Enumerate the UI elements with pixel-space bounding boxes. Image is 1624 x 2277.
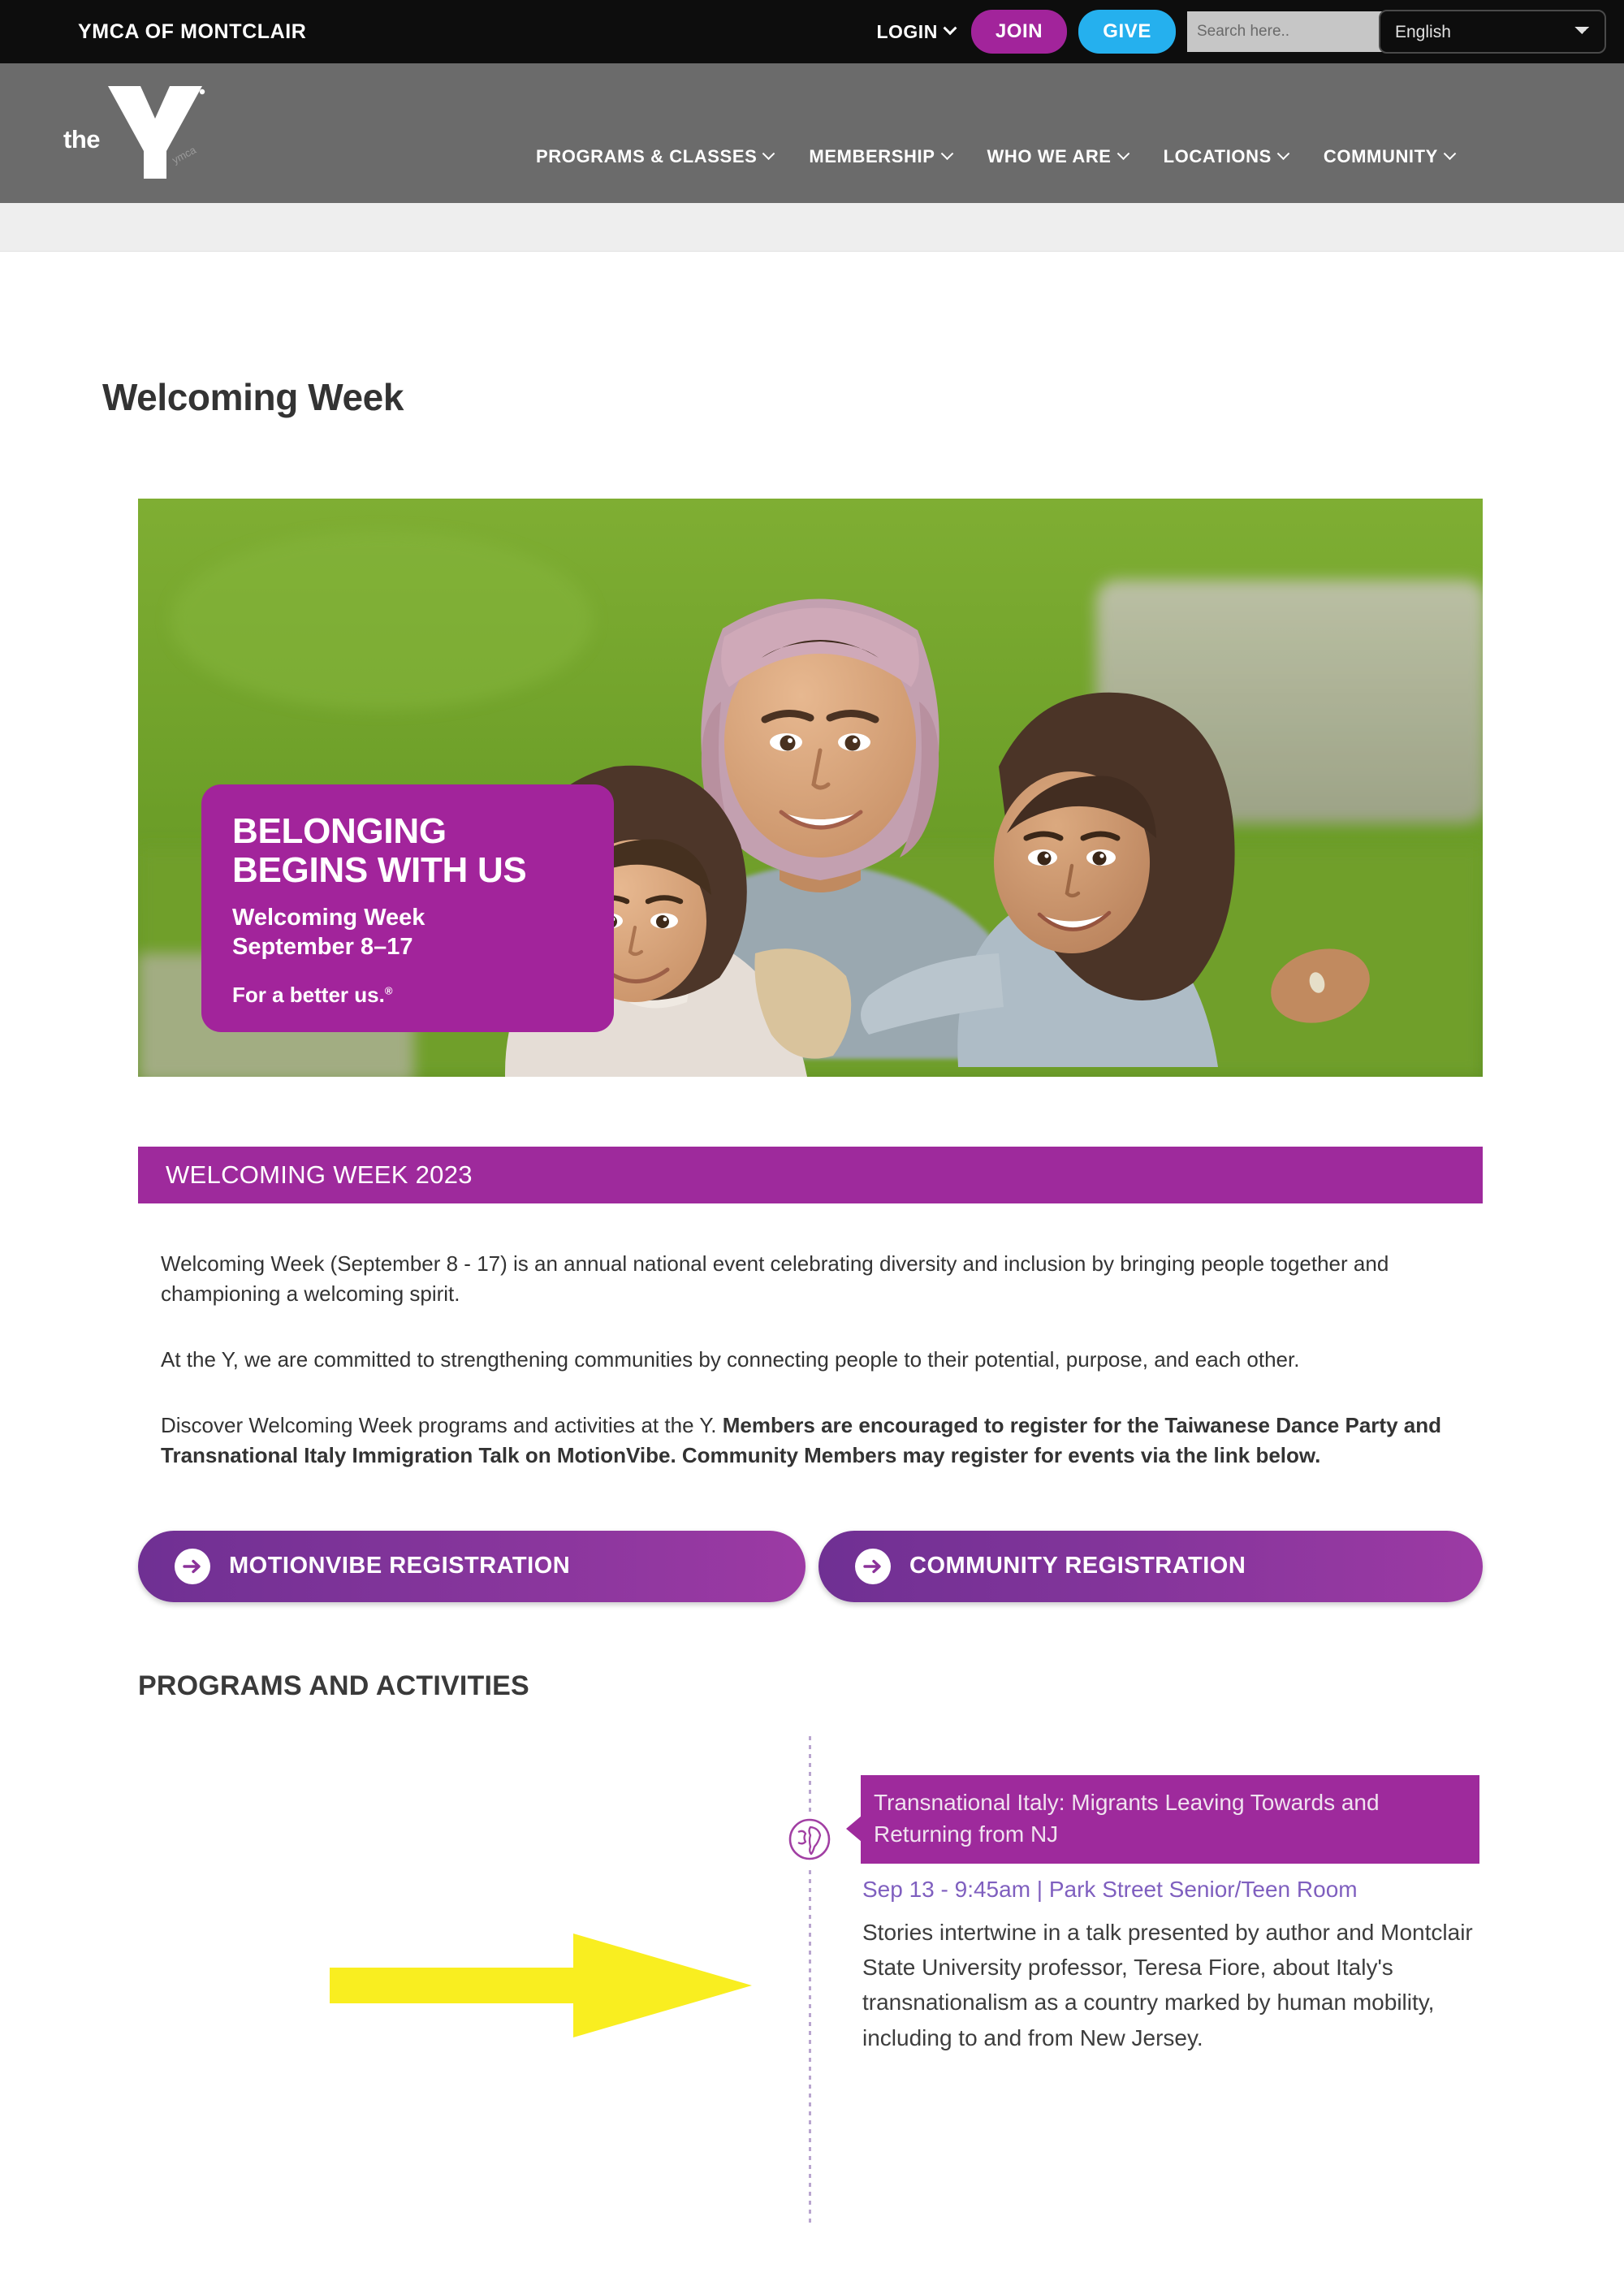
motionvibe-registration-button[interactable]	[138, 1531, 806, 1602]
community-registration-label: COMMUNITY REGISTRATION	[909, 1553, 1246, 1579]
programs-timeline	[0, 1736, 1624, 2223]
programs-heading: PROGRAMS AND ACTIVITIES	[138, 1670, 529, 1701]
nav-item-programs-classes[interactable]	[536, 146, 773, 167]
paragraph-2: At the Y, we are committed to strengthening communities by connecting people to their potential, purpose, and each other.	[161, 1346, 1300, 1372]
nav-label: LOCATIONS	[1163, 146, 1272, 166]
nav-item-locations[interactable]	[1164, 146, 1288, 167]
page-content	[0, 375, 1624, 2223]
top-utility-bar	[0, 0, 1624, 63]
nav-label: WHO WE ARE	[987, 146, 1112, 166]
timeline-marker-globe	[784, 1813, 836, 1865]
login-menu[interactable]	[876, 21, 954, 43]
nav-label: PROGRAMS & CLASSES	[536, 146, 758, 166]
timeline-dotted-line	[809, 1736, 811, 2223]
chevron-down-icon	[1277, 147, 1290, 160]
event-description: Stories intertwine in a talk presented by author and Montclair State University professor, Teresa Fiore, about Italy's transnationalism as a country marked by human mobility, including to and from New Jersey.	[862, 1919, 1473, 2050]
topbar-right-group	[876, 0, 1606, 63]
join-button[interactable]: JOIN	[971, 10, 1067, 54]
nav-item-community[interactable]	[1324, 146, 1454, 167]
nav-item-who-we-are[interactable]	[987, 146, 1128, 167]
paragraph-3-normal: Discover Welcoming Week programs and activities at the Y.	[161, 1412, 723, 1437]
main-navigation-bar	[0, 63, 1624, 203]
logo-the-text: the	[63, 125, 100, 153]
chevron-down-icon	[940, 147, 953, 160]
community-registration-button[interactable]	[818, 1531, 1483, 1602]
event-card[interactable]	[861, 1775, 1479, 2056]
nav-item-membership[interactable]	[809, 146, 951, 167]
login-label: LOGIN	[876, 20, 938, 42]
chevron-down-icon	[1444, 147, 1457, 160]
event-title: Transnational Italy: Migrants Leaving Towards and Returning from NJ	[861, 1775, 1479, 1864]
chevron-down-icon	[1116, 147, 1129, 160]
registration-buttons	[138, 1531, 1624, 1602]
arrow-right-circle-icon	[174, 1548, 211, 1585]
site-logo[interactable]	[63, 84, 207, 182]
language-selector[interactable]	[1379, 10, 1606, 54]
ymca-y-logo-icon	[103, 83, 207, 182]
hero-subline-1: Welcoming Week	[232, 905, 425, 931]
section-header-bar	[138, 1147, 1483, 1203]
hero-headline-line2: BEGINS WITH US	[232, 849, 527, 890]
motionvibe-registration-label: MOTIONVIBE REGISTRATION	[229, 1553, 571, 1579]
hero-tagline-mark: ®	[384, 984, 393, 997]
search-box[interactable]	[1187, 11, 1367, 52]
page-title: Welcoming Week	[102, 376, 404, 418]
arrow-right-circle-icon	[854, 1548, 892, 1585]
nav-label: COMMUNITY	[1323, 146, 1438, 166]
nav-label: MEMBERSHIP	[809, 146, 935, 166]
event-meta: Sep 13 - 9:45am | Park Street Senior/Teen Room	[862, 1877, 1358, 1903]
hero-tagline	[232, 983, 586, 1008]
brand-name: YMCA OF MONTCLAIR	[78, 19, 307, 43]
globe-icon	[786, 1816, 833, 1863]
hero-banner	[138, 499, 1483, 1077]
give-button[interactable]: GIVE	[1078, 10, 1176, 54]
section-body	[161, 1249, 1468, 1471]
hero-badge	[201, 784, 614, 1032]
search-input[interactable]	[1187, 11, 1406, 52]
svg-text:ymca: ymca	[170, 143, 198, 166]
hero-subline-2: September 8–17	[232, 933, 413, 960]
nav-items	[536, 146, 1454, 167]
section-header-text: WELCOMING WEEK 2023	[166, 1160, 473, 1189]
paragraph-1: Welcoming Week (September 8 - 17) is an annual national event celebrating diversity and inclusion by bringing people together and championing a welcoming spirit.	[161, 1251, 1389, 1306]
secondary-bar	[0, 203, 1624, 252]
paragraph-3-bold: Members are encouraged to register for the Taiwanese Dance Party and Transnational Italy Immigration Talk on MotionVibe. Community Members may register for events via the link below.	[161, 1412, 1441, 1467]
hero-headline-line1: BELONGING	[232, 811, 447, 852]
chevron-down-icon	[762, 147, 775, 160]
chevron-down-icon	[943, 21, 957, 35]
hero-tagline-text: For a better us.	[232, 983, 385, 1007]
paragraph-3	[161, 1411, 1468, 1471]
